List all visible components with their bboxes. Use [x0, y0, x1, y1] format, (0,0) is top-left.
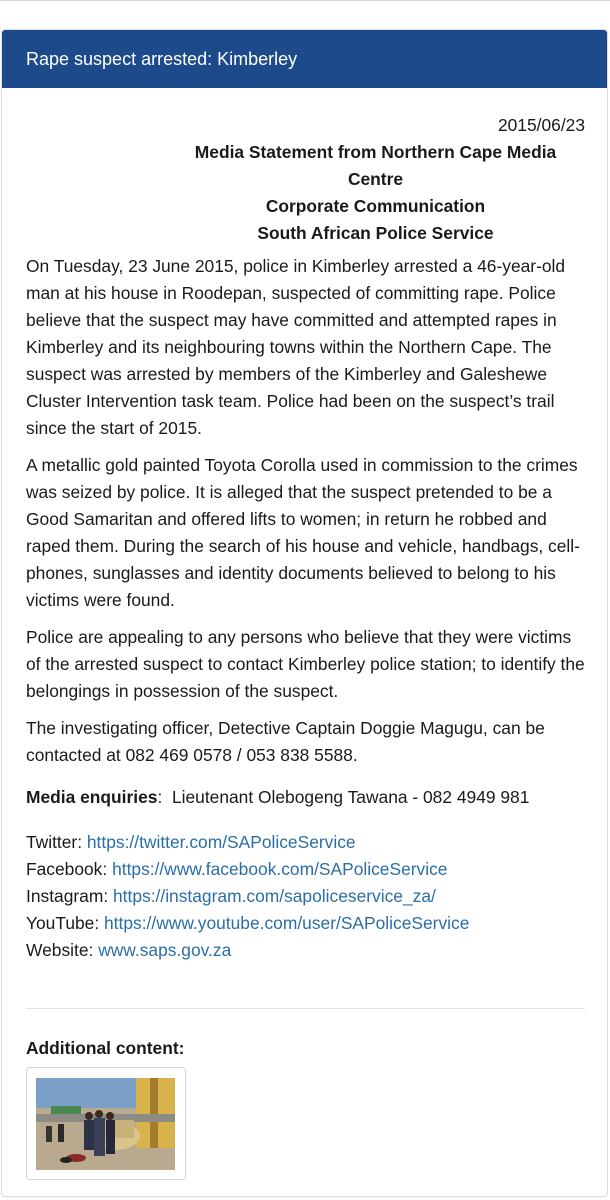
youtube-link[interactable]: https://www.youtube.com/user/SAPoliceService — [104, 913, 470, 933]
social-links — [26, 829, 585, 964]
article-title: Rape suspect arrested: Kimberley — [26, 48, 298, 69]
social-label: Website: — [26, 940, 94, 960]
article-date: 2015/06/23 — [497, 115, 585, 135]
instagram-link[interactable]: https://instagram.com/sapoliceservice_za/ — [113, 886, 436, 906]
paragraph: A metallic gold painted Toyota Corolla used in commission to the crimes was seized by police. It is alleged that the suspect pretended to be a Good Samaritan and offered lifts to women; in return he robbed and raped them. During the search of his house and vehicle, handbags, cell-phones, sunglasses and identity documents believed to belong to his victims were found. — [26, 455, 580, 610]
social-label: Twitter: — [26, 832, 83, 852]
social-row-instagram — [26, 883, 585, 910]
article-body — [2, 112, 607, 1180]
paragraph: On Tuesday, 23 June 2015, police in Kimberley arrested a 46-year-old man at his house in Roodepan, suspected of committing rape. Police believe that the suspect may have committed and attempted rapes in Kimberley and its neighbouring towns within the Northern Cape. The suspect was arrested by members of the Kimberley and Galeshewe Cluster Intervention task team. Police had been on the suspect’s trail since the start of 2015. — [26, 256, 566, 438]
social-row-twitter — [26, 829, 585, 856]
paragraph: The investigating officer, Detective Captain Doggie Magugu, can be contacted at 082 469 0578 / 053 838 5588. — [26, 718, 545, 765]
social-row-youtube — [26, 910, 585, 937]
article-panel — [1, 29, 608, 1197]
paragraph: Police are appealing to any persons who believe that they were victims of the arrested suspect to contact Kimberley police station; to identify the belongings in possession of the suspect. — [26, 627, 585, 701]
facebook-link[interactable]: https://www.facebook.com/SAPoliceService — [112, 859, 448, 879]
social-row-facebook — [26, 856, 585, 883]
statement-header — [26, 139, 585, 247]
arrest-photo-image — [36, 1078, 175, 1170]
top-divider — [0, 0, 610, 2]
media-enquiries-contact: Lieutenant Olebogeng Tawana - 082 4949 981 — [171, 787, 530, 807]
social-label: Instagram: — [26, 886, 109, 906]
website-link[interactable]: www.saps.gov.za — [98, 940, 232, 960]
statement-header-line: South African Police Service — [257, 223, 494, 243]
statement-header-line: Corporate Communication — [265, 196, 486, 216]
social-label: Facebook: — [26, 859, 108, 879]
media-enquiries-label: Media enquiries — [26, 787, 158, 807]
article-title-bar — [2, 30, 607, 88]
section-divider — [26, 1008, 585, 1009]
statement-header-line: Media Statement from Northern Cape Media Centre — [194, 142, 557, 189]
additional-image-thumbnail[interactable] — [26, 1067, 186, 1180]
social-row-website — [26, 937, 585, 964]
social-label: YouTube: — [26, 913, 100, 933]
media-enquiries: Media enquiries: Lieutenant Olebogeng Tawana - 082 4949 981 — [26, 787, 530, 807]
twitter-link[interactable]: https://twitter.com/SAPoliceService — [86, 832, 356, 852]
additional-content-label: Additional content: — [26, 1038, 185, 1058]
